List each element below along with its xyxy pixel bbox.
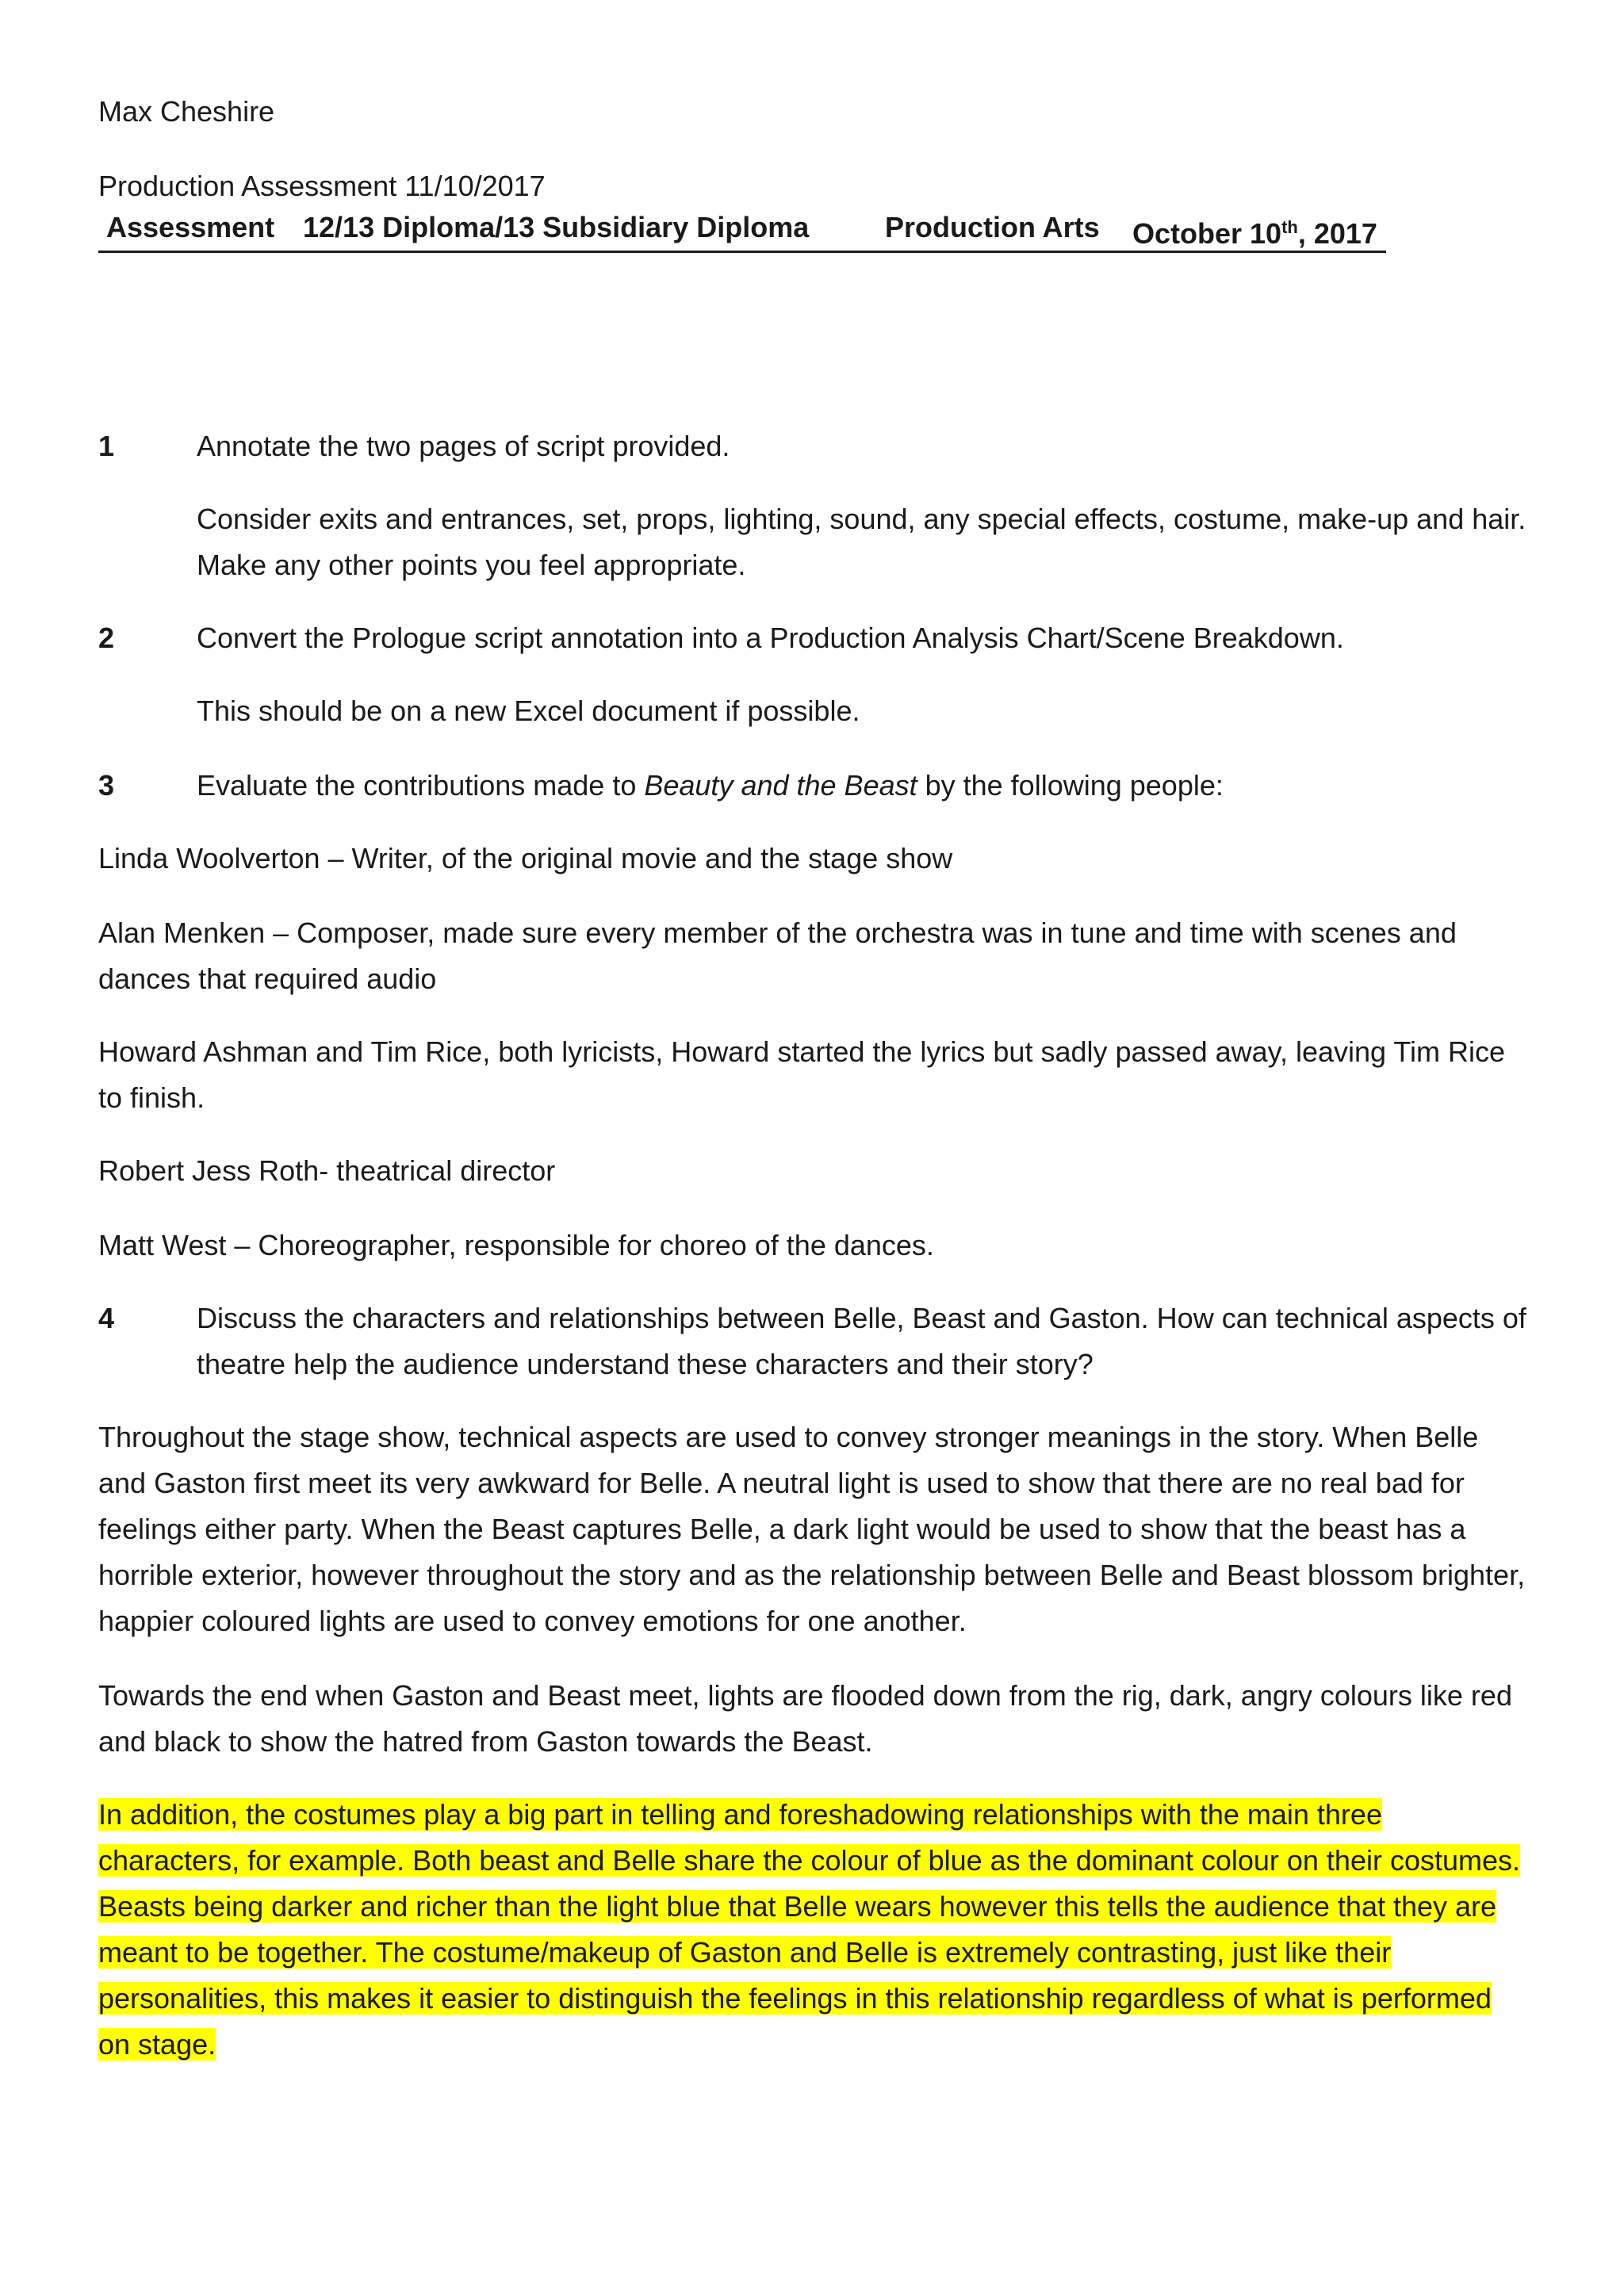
question-2-text: Convert the Prologue script annotation into a Production Analysis Chart/Scene Breakdown. (197, 622, 1344, 654)
header-subject: Production Arts (885, 211, 1100, 243)
header-date-prefix: October 10 (1132, 217, 1282, 250)
question-4-text: Discuss the characters and relationships between Belle, Beast and Gaston. How can technical aspects of theatre help the audience understand these characters and their story? (197, 1302, 1526, 1380)
contributor-ashman-rice: Howard Ashman and Tim Rice, both lyricists, Howard started the lyrics but sadly passed away, leaving Tim Rice to finish. (98, 1035, 1506, 1114)
contributor-west: Matt West – Choreographer, responsible for choreo of the dances. (98, 1229, 934, 1261)
document-subtitle: Production Assessment 11/10/2017 (98, 170, 546, 202)
question-3-title: Beauty and the Beast (644, 769, 917, 802)
answer-paragraph-2: Towards the end when Gaston and Beast meet, lights are flooded down from the rig, dark, angry colours like red and black to show the hatred from Gaston towards the Beast. (98, 1679, 1512, 1758)
contributor-roth: Robert Jess Roth- theatrical director (98, 1154, 556, 1187)
assessment-header (98, 205, 1386, 253)
contributor-woolverton: Linda Woolverton – Writer, of the original movie and the stage show (98, 842, 953, 874)
question-4-number: 4 (98, 1302, 115, 1334)
question-2-number: 2 (98, 622, 115, 654)
question-3-text-before: Evaluate the contributions made to (197, 769, 645, 802)
question-3-number: 3 (98, 769, 115, 802)
question-1-text: Annotate the two pages of script provided. (197, 430, 730, 462)
header-assessment: Assessment (106, 211, 275, 243)
header-date (1132, 205, 1377, 257)
question-3-text-after: by the following people: (917, 769, 1224, 802)
contributor-menken: Alan Menken – Composer, made sure every member of the orchestra was in tune and time with scenes and dances that required audio (98, 916, 1457, 995)
question-1-number: 1 (98, 430, 115, 462)
header-date-suffix: , 2017 (1297, 217, 1377, 250)
answer-paragraph-3 (98, 1792, 1526, 2068)
header-diploma: 12/13 Diploma/13 Subsidiary Diploma (303, 211, 810, 243)
header-date-sup: th (1281, 217, 1298, 237)
question-3-text (197, 763, 1529, 809)
question-2-detail: This should be on a new Excel document if possible. (197, 695, 860, 727)
answer-paragraph-1: Throughout the stage show, technical aspects are used to convey stronger meanings in the story. When Belle and Gaston first meet its very awkward for Belle. A neutral light is used to show that there are no real bad for feelings either party. When the Beast captures Belle, a dark light would be used to show that the beast has a horrible exterior, however throughout the story and as the relationship between Belle and Beast blossom brighter, happier coloured lights are used to convey emotions for one another. (98, 1421, 1526, 1637)
author-name: Max Cheshire (98, 95, 275, 128)
highlighted-text: In addition, the costumes play a big part in telling and foreshadowing relationships with the main three characters, for example. Both beast and Belle share the colour of blue as the dominant colour on their costumes. Beasts being darker and richer than the light blue that Belle wears however this tells the audience that they are meant to be together. The costume/makeup of Gaston and Belle is extremely contrasting, just like their personalities, this makes it easier to distinguish the feelings in this relationship regardless of what is performed on stage. (98, 1798, 1521, 2061)
question-1-detail: Consider exits and entrances, set, props, lighting, sound, any special effects, costume, make-up and hair. Make any other points you feel appropriate. (197, 503, 1526, 581)
